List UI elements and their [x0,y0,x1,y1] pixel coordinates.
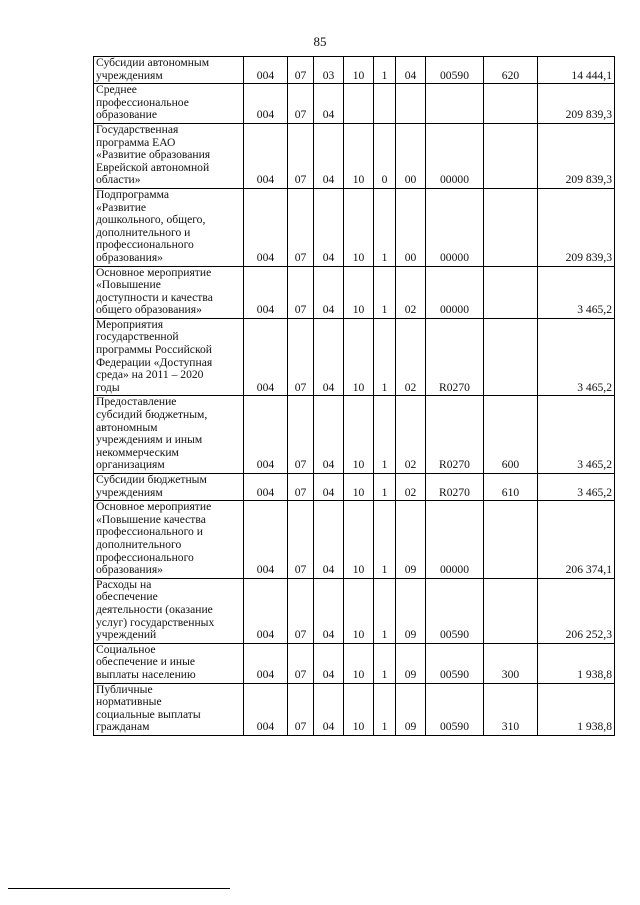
code-cell-c1: 004 [244,643,288,683]
code-cell-c6: 00 [396,188,426,266]
code-cell-c1: 004 [244,396,288,474]
table-row [94,474,615,501]
code-cell-c7: R0270 [426,474,484,501]
code-cell-c5: 1 [374,188,396,266]
code-cell-c3: 04 [314,683,344,735]
code-cell-c5: 0 [374,123,396,188]
code-cell-c7: 00000 [426,123,484,188]
row-name-cell [94,123,244,188]
row-name-line: деятельности (оказание [96,602,213,616]
code-cell-c4: 10 [344,396,374,474]
code-cell-c1: 004 [244,318,288,396]
amount-cell: 206 374,1 [538,501,615,579]
amount-cell: 206 252,3 [538,578,615,643]
row-name-line: дошкольного, общего, [96,213,206,227]
code-cell-c5: 1 [374,474,396,501]
row-name-line: выплаты населению [96,667,196,681]
amount-cell: 209 839,3 [538,123,615,188]
code-cell-c4: 10 [344,266,374,318]
code-cell-c3: 04 [314,474,344,501]
code-cell-c2: 07 [288,188,314,266]
code-cell-c1: 004 [244,578,288,643]
code-cell-c3: 04 [314,318,344,396]
row-name-cell [94,396,244,474]
row-name-line: Расходы на [96,577,152,591]
code-cell-c2: 07 [288,578,314,643]
row-name-line: Федерации «Доступная [96,355,213,369]
code-cell-c1: 004 [244,123,288,188]
code-cell-c6: 02 [396,266,426,318]
row-name-line: Основное мероприятие [96,265,212,279]
table-row [94,318,615,396]
row-name-line: Субсидии бюджетным [96,473,207,486]
code-cell-c7 [426,84,484,124]
code-cell-c2: 07 [288,683,314,735]
table-row [94,643,615,683]
row-name-line: профессионального [96,238,194,252]
code-cell-c8: 600 [484,396,538,474]
code-cell-c4: 10 [344,578,374,643]
amount-cell: 3 465,2 [538,266,615,318]
row-name-line: обеспечение и иные [96,655,196,669]
amount-cell: 3 465,2 [538,318,615,396]
code-cell-c5: 1 [374,57,396,84]
code-cell-c1: 004 [244,683,288,735]
row-name-line: гражданам [96,720,150,734]
row-name-cell [94,84,244,124]
amount-cell: 209 839,3 [538,84,615,124]
code-cell-c3: 04 [314,188,344,266]
row-name-line: дополнительного [96,537,182,551]
code-cell-c8: 610 [484,474,538,501]
code-cell-c1: 004 [244,188,288,266]
code-cell-c4: 10 [344,501,374,579]
code-cell-c5 [374,84,396,124]
row-name-line: «Повышение [96,278,161,292]
code-cell-c7: R0270 [426,318,484,396]
code-cell-c6: 09 [396,578,426,643]
row-name-line: доступности и качества [96,290,213,304]
row-name-line: субсидий бюджетным, [96,408,208,422]
code-cell-c1: 004 [244,266,288,318]
row-name-line: Среднее [96,83,137,97]
code-cell-c2: 07 [288,318,314,396]
row-name-line: программы Российской [96,343,212,357]
code-cell-c7: 00590 [426,683,484,735]
code-cell-c8: 620 [484,57,538,84]
table-row [94,188,615,266]
code-cell-c6: 02 [396,318,426,396]
code-cell-c5: 1 [374,643,396,683]
code-cell-c8: 300 [484,643,538,683]
row-name-line: Еврейской автономной [96,160,210,174]
row-name-line: Государственная [96,122,179,136]
table-row [94,501,615,579]
code-cell-c5: 1 [374,578,396,643]
code-cell-c8: 310 [484,683,538,735]
amount-cell: 1 938,8 [538,643,615,683]
code-cell-c3: 04 [314,123,344,188]
row-name-line: профессионального и [96,525,203,539]
code-cell-c3: 04 [314,578,344,643]
row-name-line: программа ЕАО [96,135,176,149]
code-cell-c8 [484,188,538,266]
code-cell-c1: 004 [244,474,288,501]
row-name-line: учреждениям [96,485,163,499]
row-name-cell [94,578,244,643]
code-cell-c7: 00000 [426,266,484,318]
budget-table-body [94,57,615,736]
code-cell-c2: 07 [288,123,314,188]
code-cell-c6: 09 [396,501,426,579]
amount-cell: 3 465,2 [538,396,615,474]
code-cell-c8 [484,318,538,396]
row-name-cell [94,57,244,84]
amount-cell: 14 444,1 [538,57,615,84]
code-cell-c3: 04 [314,643,344,683]
code-cell-c6: 00 [396,123,426,188]
row-name-cell [94,474,244,501]
code-cell-c6 [396,84,426,124]
row-name-line: Субсидии автономным [96,56,210,69]
row-name-line: учреждений [96,628,157,642]
row-name-line: годы [96,380,120,394]
row-name-cell [94,188,244,266]
row-name-cell [94,643,244,683]
code-cell-c7: 00590 [426,57,484,84]
row-name-line: «Развитие [96,200,147,214]
code-cell-c7: 00000 [426,501,484,579]
code-cell-c8 [484,123,538,188]
row-name-line: Публичные [96,682,153,696]
row-name-line: Подпрограмма [96,187,169,201]
code-cell-c6: 09 [396,643,426,683]
table-row [94,578,615,643]
code-cell-c5: 1 [374,396,396,474]
row-name-line: Мероприятия [96,317,164,331]
row-name-line: Социальное [96,642,156,656]
code-cell-c1: 004 [244,57,288,84]
code-cell-c4: 10 [344,188,374,266]
code-cell-c2: 07 [288,57,314,84]
code-cell-c2: 07 [288,84,314,124]
budget-table [93,56,615,736]
code-cell-c8 [484,501,538,579]
row-name-cell [94,683,244,735]
row-name-cell [94,318,244,396]
code-cell-c2: 07 [288,266,314,318]
code-cell-c8 [484,266,538,318]
row-name-line: обеспечение [96,590,158,604]
amount-cell: 1 938,8 [538,683,615,735]
code-cell-c2: 07 [288,643,314,683]
row-name-line: образования» [96,250,163,264]
code-cell-c5: 1 [374,318,396,396]
code-cell-c5: 1 [374,683,396,735]
code-cell-c7: R0270 [426,396,484,474]
row-name-line: дополнительного и [96,225,191,239]
code-cell-c2: 07 [288,396,314,474]
row-name-line: автономным [96,420,158,434]
code-cell-c6: 02 [396,396,426,474]
row-name-line: некоммерческим [96,445,179,459]
row-name-line: Предоставление [96,395,177,409]
code-cell-c7: 00590 [426,578,484,643]
code-cell-c4: 10 [344,474,374,501]
code-cell-c5: 1 [374,501,396,579]
row-name-line: нормативные [96,695,162,709]
row-name-line: области» [96,173,141,187]
page-number: 85 [313,34,327,49]
code-cell-c5: 1 [374,266,396,318]
table-row [94,396,615,474]
row-name-cell [94,501,244,579]
code-cell-c4: 10 [344,57,374,84]
row-name-line: среда» на 2011 – 2020 [96,368,204,382]
row-name-line: образование [96,108,157,122]
row-name-line: «Развитие образования [96,148,211,162]
code-cell-c7: 00590 [426,643,484,683]
code-cell-c3: 04 [314,84,344,124]
footnote-rule [8,888,230,889]
row-name-line: организациям [96,458,165,472]
table-row [94,84,615,124]
code-cell-c4: 10 [344,643,374,683]
row-name-line: профессиональное [96,95,189,109]
row-name-line: «Повышение качества [96,512,206,526]
code-cell-c1: 004 [244,84,288,124]
table-row [94,123,615,188]
row-name-line: учреждениям и иным [96,433,203,447]
code-cell-c4: 10 [344,318,374,396]
table-row [94,266,615,318]
code-cell-c3: 04 [314,396,344,474]
row-name-line: общего образования» [96,303,202,317]
code-cell-c3: 04 [314,266,344,318]
row-name-line: государственной [96,330,179,344]
row-name-line: учреждениям [96,68,163,82]
code-cell-c2: 07 [288,501,314,579]
code-cell-c3: 04 [314,501,344,579]
row-name-line: социальные выплаты [96,707,201,721]
table-row [94,57,615,84]
row-name-line: Основное мероприятие [96,500,212,514]
code-cell-c6: 02 [396,474,426,501]
code-cell-c8 [484,578,538,643]
row-name-line: услуг) государственных [96,615,215,629]
amount-cell: 209 839,3 [538,188,615,266]
code-cell-c3: 03 [314,57,344,84]
row-name-cell [94,266,244,318]
code-cell-c6: 04 [396,57,426,84]
code-cell-c6: 09 [396,683,426,735]
table-row [94,683,615,735]
amount-cell: 3 465,2 [538,474,615,501]
code-cell-c4 [344,84,374,124]
code-cell-c4: 10 [344,683,374,735]
row-name-line: профессионального [96,550,194,564]
code-cell-c2: 07 [288,474,314,501]
row-name-line: образования» [96,563,163,577]
code-cell-c1: 004 [244,501,288,579]
code-cell-c8 [484,84,538,124]
code-cell-c4: 10 [344,123,374,188]
code-cell-c7: 00000 [426,188,484,266]
